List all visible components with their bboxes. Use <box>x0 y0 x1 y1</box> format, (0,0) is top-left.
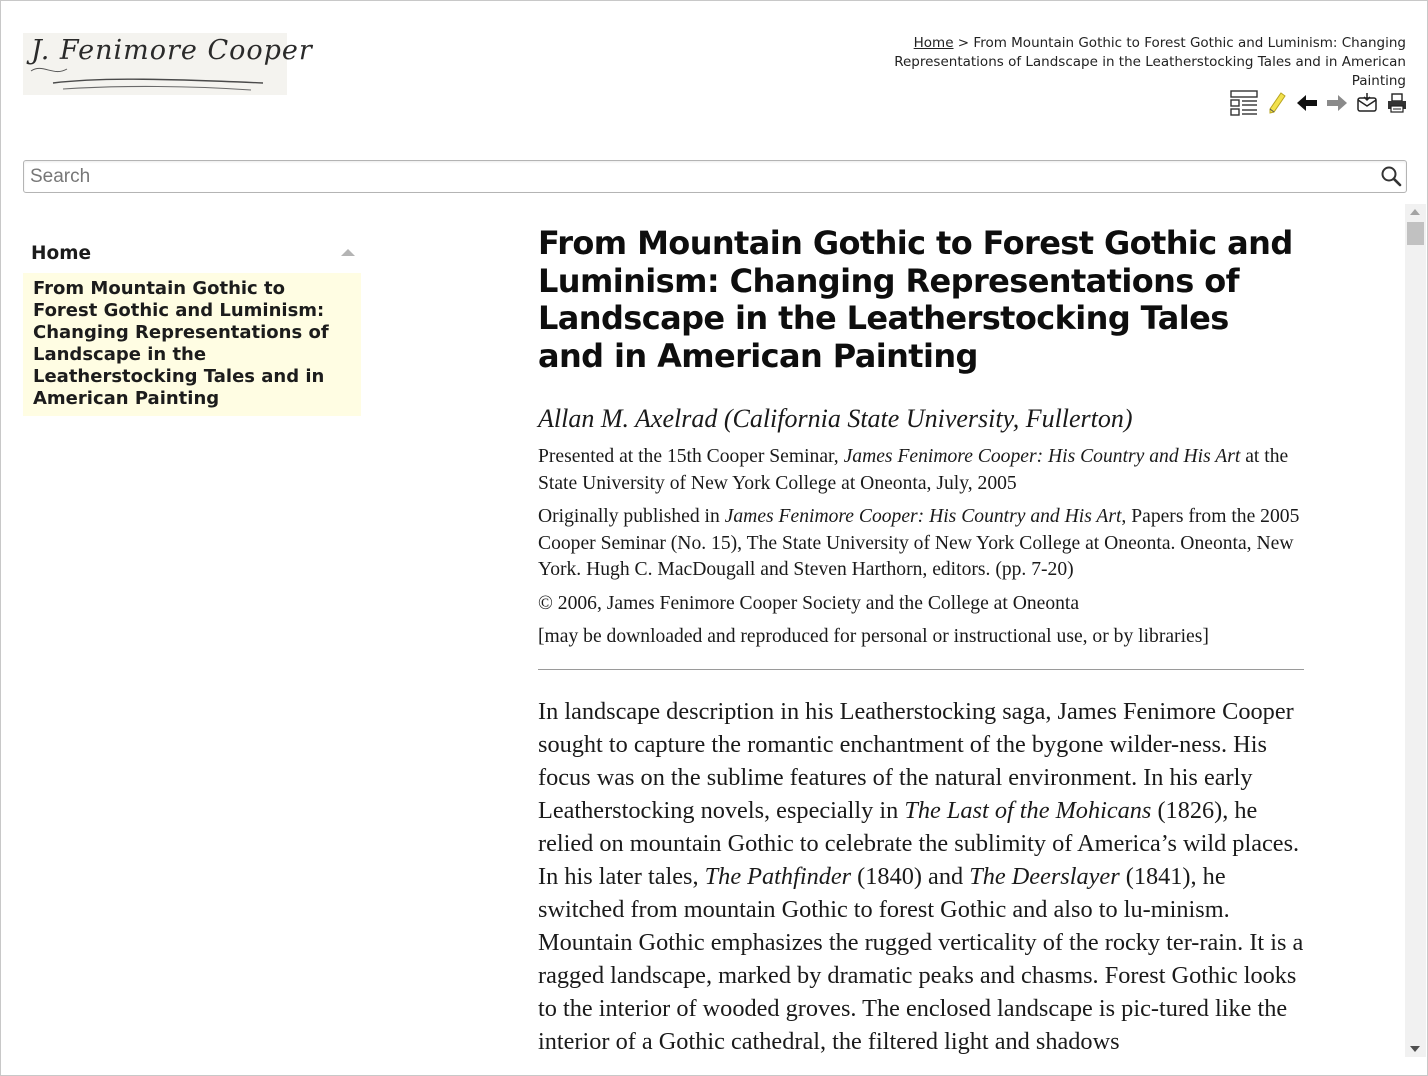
scroll-up-icon[interactable] <box>1410 209 1420 215</box>
body-text-segment: (1826), he relied on mountain Gothic to celebrate the sublimity of America’s wild places. In his later tales, <box>538 796 1300 890</box>
article-body <box>538 695 1304 1059</box>
article-author: Allan M. Axelrad (California State University, Fullerton) <box>538 404 1133 433</box>
published-title: James Fenimore Cooper: His Country and His Art <box>724 506 1122 527</box>
body-text-segment: In landscape description in his Leatherstocking saga, James Fenimore Cooper sought to capture the romantic enchantment of the bygone wilder-ness. His focus was on the sublime features of the natural environment. In his early Leatherstocking novels, especially in <box>538 697 1294 824</box>
article-metadata <box>538 444 1304 651</box>
book-title: The Last of the Mohicans <box>904 796 1152 824</box>
book-title: The Deerslayer <box>969 862 1120 890</box>
breadcrumb-separator: > <box>953 35 974 51</box>
presented-prefix: Presented at the 15th Cooper Seminar, <box>538 446 844 467</box>
published-note <box>538 504 1304 584</box>
search-input[interactable] <box>24 161 1370 192</box>
print-button[interactable] <box>1385 89 1409 117</box>
breadcrumb <box>846 34 1406 91</box>
breadcrumb-current: From Mountain Gothic to Forest Gothic and Luminism: Changing Representations of Landscape in the Leatherstocking Tales and in American Painting <box>894 35 1406 89</box>
collapse-up-icon[interactable] <box>341 249 355 256</box>
published-suffix: , Papers from the 2005 Cooper Seminar (No. 15), The State University of New York College at Oneonta. Oneonta, New York. Hugh C. MacDougall and Steven Harthorn, editors. (pp. 7-20) <box>538 506 1300 580</box>
table-of-contents-icon <box>1230 89 1258 117</box>
presented-title: James Fenimore Cooper: His Country and His Art <box>843 446 1241 467</box>
search-icon[interactable] <box>1380 165 1402 187</box>
published-prefix: Originally published in <box>538 506 725 527</box>
copyright-note: © 2006, James Fenimore Cooper Society and the College at Oneonta <box>538 592 1080 614</box>
edit-button[interactable] <box>1265 89 1289 117</box>
scroll-down-icon[interactable] <box>1410 1046 1420 1052</box>
sidebar-item-current-article[interactable]: From Mountain Gothic to Forest Gothic and Luminism: Changing Representations of Landscape in the Leatherstocking Tales and in American Painting <box>23 273 361 416</box>
body-text-segment: (1841), he switched from mountain Gothic to forest Gothic and also to lu-minism. Mountain Gothic emphasizes the rugged verticality of the rocky ter-rain. It is a ragged landscape, marked by dramatic peaks and chasms. Forest Gothic looks to the interior of wooded groves. The enclosed landscape is pic-tured like the interior of a Gothic cathedral, the filtered light and shadows <box>538 862 1304 1056</box>
breadcrumb-home-link[interactable]: Home <box>913 35 954 51</box>
article-title: From Mountain Gothic to Forest Gothic and Luminism: Changing Representations of Landscape in the Leatherstocking Tales and in American Painting <box>538 224 1293 375</box>
license-note: [may be downloaded and reproduced for personal or instructional use, or by libraries] <box>538 626 1209 647</box>
table-of-contents-button[interactable] <box>1229 89 1259 117</box>
sidebar-item-home[interactable] <box>23 237 361 271</box>
presented-note <box>538 444 1304 497</box>
pencil-icon <box>1267 91 1287 115</box>
search-bar <box>23 160 1407 193</box>
section-divider <box>538 669 1304 670</box>
next-page-button[interactable] <box>1325 89 1349 117</box>
previous-page-button[interactable] <box>1295 89 1319 117</box>
book-title: The Pathfinder <box>704 862 852 890</box>
logo-signature: J. Fenimore Cooper <box>31 35 313 66</box>
page-toolbar <box>1229 89 1409 117</box>
site-logo[interactable] <box>23 33 313 95</box>
body-paragraph <box>538 695 1304 1059</box>
forward-arrow-icon <box>1325 93 1349 113</box>
body-text-segment: (1840) and <box>851 862 970 890</box>
print-icon <box>1386 92 1408 114</box>
sidebar-item-label: Home <box>31 243 92 264</box>
scrollbar-thumb[interactable] <box>1407 222 1424 245</box>
vertical-scrollbar[interactable] <box>1405 204 1426 1057</box>
presented-suffix: at the State University of New York College at Oneonta, July, 2005 <box>538 446 1289 494</box>
email-button[interactable] <box>1355 89 1379 117</box>
email-icon <box>1356 92 1378 114</box>
back-arrow-icon <box>1295 93 1319 113</box>
sidebar-nav <box>23 237 361 416</box>
article-content <box>538 225 1304 1059</box>
